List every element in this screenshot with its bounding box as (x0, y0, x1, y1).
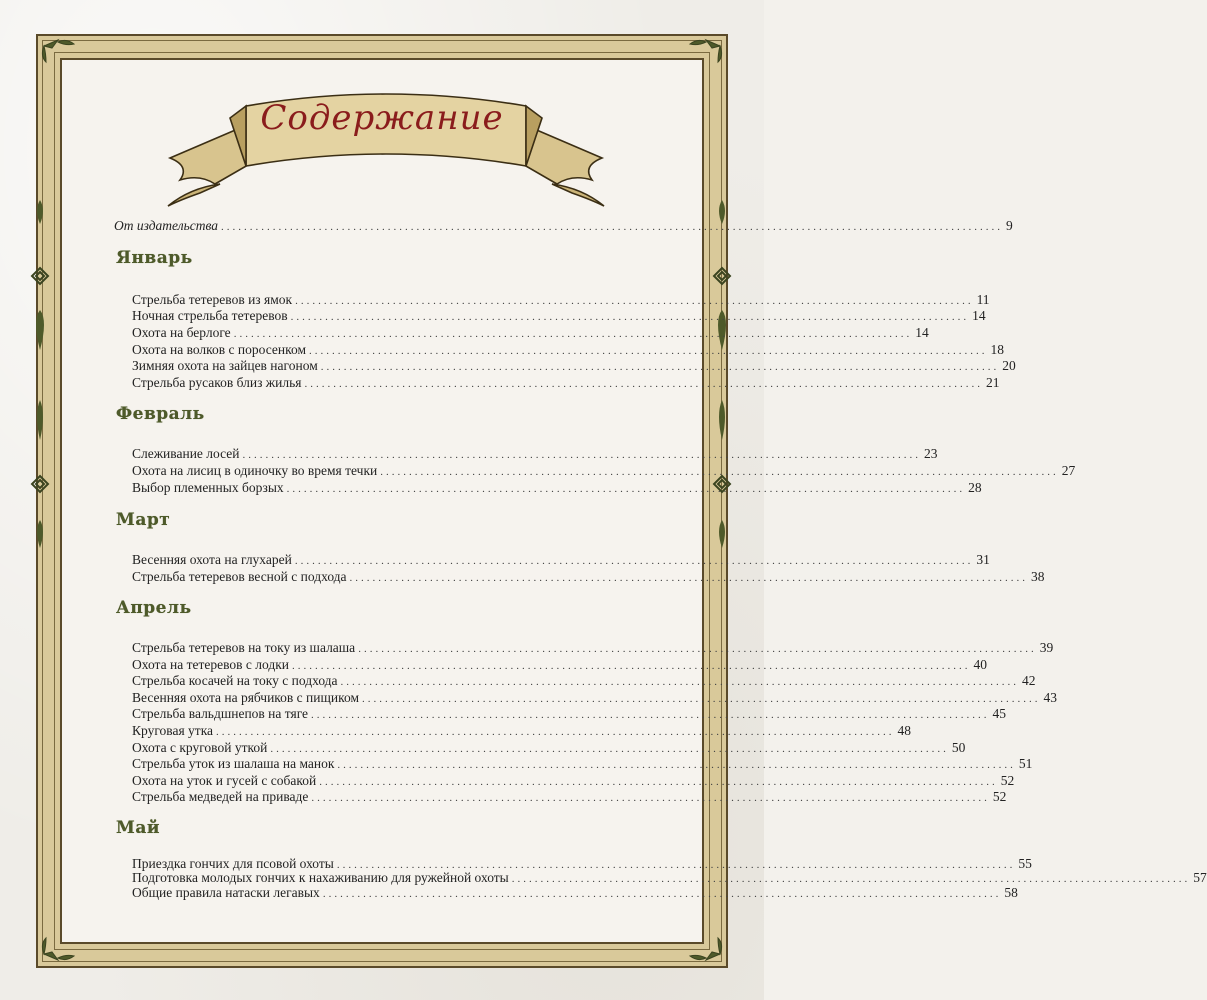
toc-entry-label: Круговая утка (132, 723, 214, 738)
toc-entry-label: Стрельба русаков близ жилья (132, 375, 302, 390)
leader-dots: ........................................................................................................................................ (221, 221, 1003, 233)
section-heading-april: Апрель (116, 598, 192, 618)
leader-dots: ...................................................................................................................... (233, 328, 913, 340)
toc-entry-label: Приездка гончих для псовой охоты (132, 856, 334, 871)
toc-entry-page: 39 (1039, 640, 1054, 655)
toc-entry-label: Стрельба уток из шалаша на манок (132, 756, 335, 771)
toc-entry-page: 40 (973, 657, 988, 672)
toc-entry-page: 21 (985, 375, 1000, 390)
page-title: Содержание (260, 98, 504, 138)
toc-entry-page: 45 (992, 706, 1007, 721)
leader-dots: ...................................................................................................................... (511, 873, 1191, 885)
leader-dots: ...................................................................................................................... (358, 643, 1037, 655)
toc-entry[interactable] (132, 756, 1033, 774)
toc-entry[interactable] (132, 463, 1076, 481)
toc-entry[interactable] (132, 885, 1018, 903)
toc-entry-label: Охота с круговой уткой (132, 740, 268, 755)
toc-entry-page: 51 (1018, 756, 1033, 771)
toc-entry-label: Выбор племенных борзых (132, 480, 284, 495)
toc-entry-label: Стрельба вальдшнепов на тяге (132, 706, 309, 721)
section-heading-march: Март (116, 510, 171, 530)
toc-entry-label: Общие правила натаски легавых (132, 885, 320, 900)
leader-dots: ...................................................................................................................... (216, 726, 895, 738)
toc-entry-label: Стрельба косачей на току с подхода (132, 673, 338, 688)
toc-entry[interactable] (132, 723, 912, 741)
leader-dots: ...................................................................................................................... (362, 693, 1041, 705)
section-heading-may: Май (116, 818, 160, 838)
leader-dots: ...................................................................................................................... (242, 449, 921, 461)
toc-entry-page: 42 (1022, 673, 1036, 688)
toc-entry[interactable] (132, 673, 1036, 691)
leader-dots: ...................................................................................................................... (304, 378, 983, 390)
toc-entry[interactable] (132, 569, 1045, 587)
toc-entry-page: 14 (972, 308, 986, 323)
leader-dots: ...................................................................................................................... (340, 676, 1020, 688)
toc-entry-label: Весенняя охота на глухарей (132, 552, 292, 567)
toc-entry[interactable] (132, 789, 1007, 807)
toc-entry[interactable] (132, 358, 1016, 376)
toc-entry-label: Стрельба тетеревов весной с подхода (132, 569, 347, 584)
toc-entry-page: 20 (1002, 358, 1016, 373)
toc-entry-label: Стрельба тетеревов из ямок (132, 292, 293, 307)
toc-entry-page: 9 (1006, 218, 1013, 233)
toc-entry-label: Слеживание лосей (132, 446, 240, 461)
toc-entry-label: Стрельба тетеревов на току из шалаша (132, 640, 356, 655)
toc-entry-page: 52 (992, 789, 1007, 804)
leader-dots: ...................................................................................................................... (311, 792, 990, 804)
toc-entry-label: Охота на берлоге (132, 325, 231, 340)
leader-dots: ...................................................................................................................... (290, 311, 970, 323)
toc-entry-page: 28 (968, 480, 982, 495)
leader-dots: ...................................................................................................................... (309, 345, 988, 357)
leader-dots: ...................................................................................................................... (336, 859, 1016, 871)
toc-entry-label: Охота на волков с поросенком (132, 342, 307, 357)
toc-entry-label: Зимняя охота на зайцев нагоном (132, 358, 318, 373)
leader-dots: ...................................................................................................................... (380, 466, 1059, 478)
toc-entry-page: 18 (990, 342, 1005, 357)
leader-dots: ...................................................................................................................... (337, 759, 1016, 771)
section-heading-january: Январь (116, 248, 193, 268)
leader-dots: ...................................................................................................................... (320, 361, 1000, 373)
toc-entry-page: 57 (1193, 870, 1207, 885)
leader-dots: ...................................................................................................................... (294, 555, 974, 567)
leader-dots: ...................................................................................................................... (319, 776, 998, 788)
toc-entry[interactable] (132, 375, 1000, 393)
toc-entry-page: 23 (924, 446, 938, 461)
section-heading-february: Февраль (116, 404, 205, 424)
toc-entry-page: 50 (951, 740, 966, 755)
toc-entry-page: 52 (1000, 773, 1015, 788)
toc-entry-page: 14 (915, 325, 929, 340)
leader-dots: ...................................................................................................................... (311, 709, 990, 721)
toc-entry-page: 27 (1061, 463, 1076, 478)
toc-entry[interactable] (132, 480, 982, 498)
toc-entry[interactable] (132, 308, 986, 326)
toc-entry[interactable] (132, 706, 1007, 724)
toc-entry-page: 48 (897, 723, 912, 738)
toc-entry-label: Охота на уток и гусей с собакой (132, 773, 317, 788)
toc-entry-page: 43 (1043, 690, 1058, 705)
toc-entry-label: Ночная стрельба тетеревов (132, 308, 288, 323)
toc-entry-page: 55 (1018, 856, 1032, 871)
toc-entry-label: Охота на лисиц в одиночку во время течки (132, 463, 378, 478)
toc-entry[interactable] (132, 552, 990, 570)
toc-entry-page: 58 (1004, 885, 1018, 900)
toc-entry-page: 38 (1031, 569, 1045, 584)
toc-entry-label: От издательства (114, 218, 218, 233)
leader-dots: ...................................................................................................................... (292, 660, 971, 672)
toc-entry-label: Охота на тетеревов с лодки (132, 657, 290, 672)
toc-entry-page: 11 (976, 292, 990, 307)
toc-entry[interactable] (132, 640, 1054, 658)
toc-entry-label: Подготовка молодых гончих к нахаживанию для ружейной охоты (132, 870, 509, 885)
toc-entry[interactable] (132, 325, 929, 343)
toc-entry-label: Весенняя охота на рябчиков с пищиком (132, 690, 360, 705)
leader-dots: ...................................................................................................................... (322, 888, 1002, 900)
leader-dots: ...................................................................................................................... (286, 483, 966, 495)
leader-dots: ...................................................................................................................... (295, 295, 974, 307)
toc-entry-intro[interactable] (114, 218, 1013, 236)
toc-entry[interactable] (132, 446, 938, 464)
leader-dots: ...................................................................................................................... (349, 572, 1029, 584)
toc-entry-page: 31 (976, 552, 990, 567)
toc-entry-label: Стрельба медведей на приваде (132, 789, 309, 804)
leader-dots: ...................................................................................................................... (270, 743, 949, 755)
